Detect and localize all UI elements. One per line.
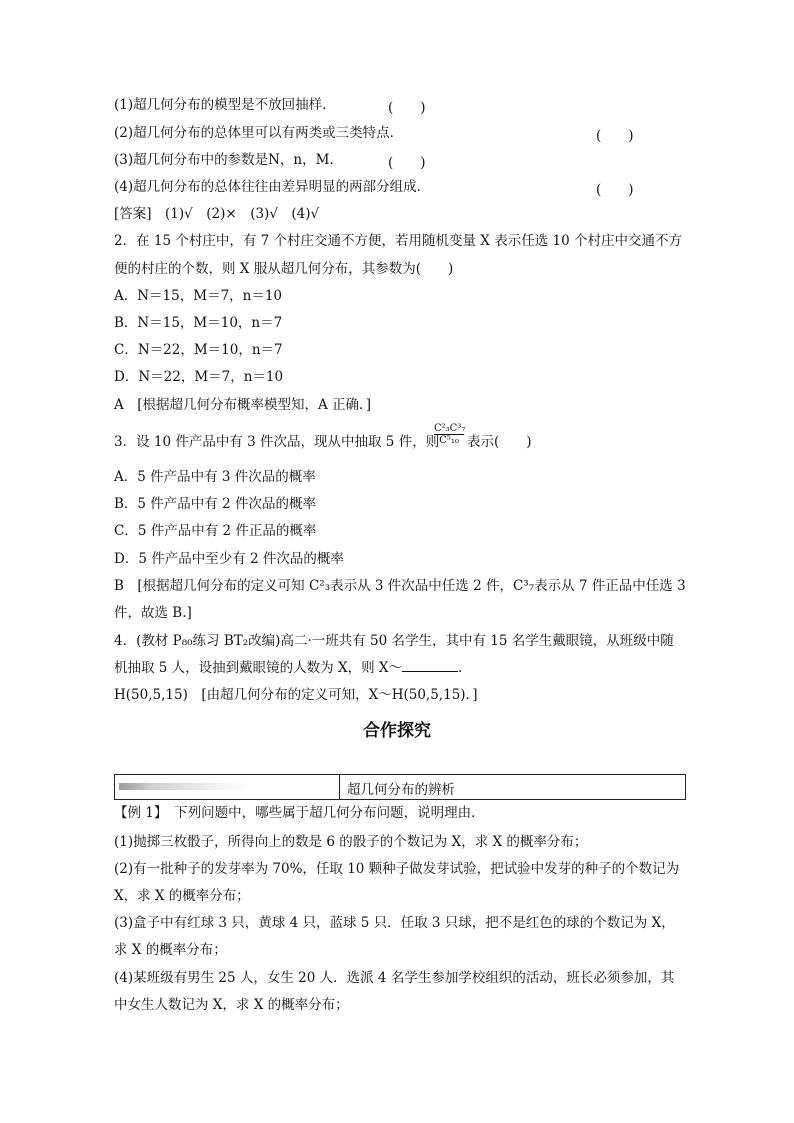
topic-tag-bar <box>114 774 686 800</box>
example-item-3-line-1: (3)盒子中有红球 3 只，黄球 4 只，蓝球 5 只．任取 3 只球，把不是红色的球的个数记为 X， <box>114 915 675 931</box>
example-item-2-line-2: X，求 X 的概率分布； <box>114 888 250 904</box>
q3-answer-line-1: B [根据超几何分布的定义可知 C²₃表示从 3 件次品中任选 2 件，C³₇表示从 7 件正品中任选 3 <box>114 578 686 594</box>
example-item-4-line-1: (4)某班级有男生 25 人，女生 20 人．选派 4 名学生参加学校组织的活动，班长必须参加，其 <box>114 970 675 986</box>
answer-paren-3: ( ) <box>388 155 426 171</box>
q3-fraction <box>434 423 464 446</box>
q3-fraction-numerator: C²₃C³₇ <box>434 423 466 434</box>
example-item-1: (1)抛掷三枚骰子，所得向上的数是 6 的骰子的个数记为 X，求 X 的概率分布； <box>114 834 588 850</box>
topic-tag-label: 超几何分布的辨析 <box>347 782 455 798</box>
topic-stamp-image <box>119 783 249 790</box>
judge-item-4: (4)超几何分布的总体往往由差异明显的两部分组成． <box>114 179 431 195</box>
q3-option-b: B．5 件产品中有 2 件次品的概率 <box>114 496 316 512</box>
q2-stem-line-2: 便的村庄的个数，则 X 服从超几何分布，其参数为( ) <box>114 261 454 277</box>
q3-option-c: C．5 件产品中有 2 件正品的概率 <box>114 523 317 539</box>
example-heading: 【例 1】 下列问题中，哪些属于超几何分布问题，说明理由． <box>114 805 485 821</box>
q4-answer: H(50,5,15) [由超几何分布的定义可知，X～H(50,5,15)．] <box>114 687 478 703</box>
q3-stem-end: 表示( ) <box>467 434 532 450</box>
answer-paren-4: ( ) <box>596 182 634 198</box>
q2-option-a: A．N＝15，M＝7，n＝10 <box>114 288 283 304</box>
q3-fraction-denominator: C⁵₁₀ <box>439 435 459 446</box>
section-title: 合作探究 <box>363 721 431 741</box>
fill-in-blank <box>402 659 458 672</box>
example-item-2-line-1: (2)有一批种子的发芽率为 70%，任取 10 颗种子做发芽试验，把试验中发芽的种子的个数记为 <box>114 861 680 877</box>
q4-stem-line-2: 机抽取 5 人，设抽到戴眼镜的人数为 X，则 X～ . <box>114 660 463 676</box>
q4-stem-line-1: 4．(教材 P₈₀练习 BT₂改编)高二·一班共有 50 名学生，其中有 15 名学生戴眼镜，从班级中随 <box>114 633 674 649</box>
example-item-4-line-2: 中女生人数记为 X，求 X 的概率分布； <box>114 997 349 1013</box>
q4-stem-line-2-text: 机抽取 5 人，设抽到戴眼镜的人数为 X，则 X～ <box>114 660 402 676</box>
example-item-3-line-2: 求 X 的概率分布； <box>114 942 227 958</box>
answer-paren-1: ( ) <box>388 100 426 116</box>
q2-option-b: B．N＝15，M＝10，n＝7 <box>114 315 283 331</box>
q3-stem-start: 3．设 10 件产品中有 3 件次品，现从中抽取 5 件，则 <box>114 434 440 450</box>
q3-option-d: D．5 件产品中至少有 2 件次品的概率 <box>114 551 344 567</box>
answer-paren-2: ( ) <box>596 128 634 144</box>
q3-answer-line-2: 件，故选 B.] <box>114 605 192 621</box>
judge-item-1: (1)超几何分布的模型是不放回抽样． <box>114 97 336 113</box>
q3-option-a: A．5 件产品中有 3 件次品的概率 <box>114 469 316 485</box>
judge-item-2: (2)超几何分布的总体里可以有两类或三类特点． <box>114 125 404 141</box>
topic-tag-left-cell <box>115 775 340 799</box>
q2-option-c: C．N＝22，M＝10，n＝7 <box>114 342 283 358</box>
q2-option-d: D．N＝22，M＝7，n＝10 <box>114 369 284 385</box>
judge-item-3: (3)超几何分布中的参数是N，n，M. <box>114 152 334 168</box>
q2-answer: A [根据超几何分布概率模型知，A 正确．] <box>114 397 372 413</box>
judge-answer: [答案] (1)√ (2)× (3)√ (4)√ <box>114 206 320 222</box>
q2-stem-line-1: 2．在 15 个村庄中，有 7 个村庄交通不方便，若用随机变量 X 表示任选 10 个村庄中交通不方 <box>114 233 682 249</box>
